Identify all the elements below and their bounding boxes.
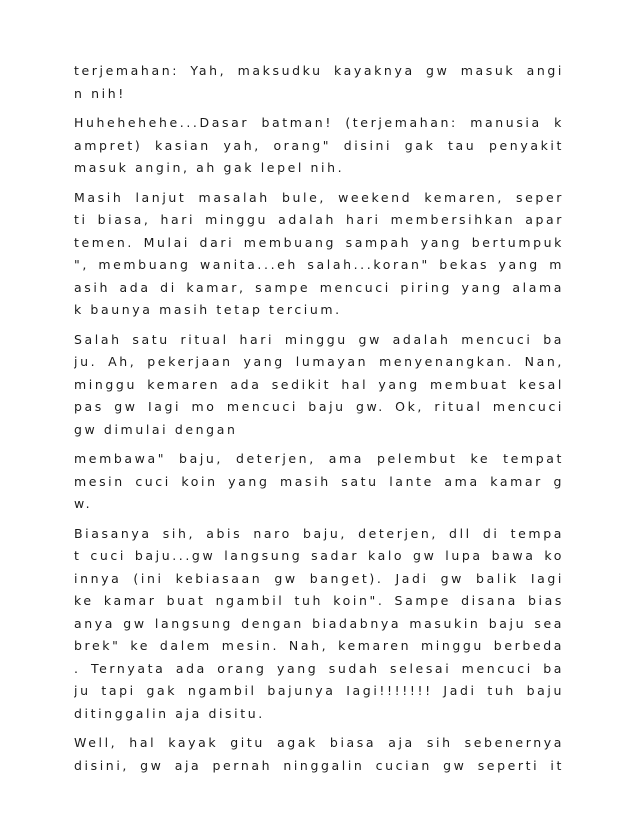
text-line: . Ternyata ada orang yang sudah selesai mencuci ba [74,660,564,676]
text-line: Biasanya sih, abis naro baju, deterjen, dll di tempa [74,525,564,541]
text-line: ju. Ah, pekerjaan yang lumayan menyenangkan. Nan, [74,354,564,369]
document-page [74,60,564,784]
text-line: asih ada di kamar, sampe mencuci piring yang alama [74,279,564,295]
paragraph-1 [74,60,564,105]
text-line: gw dimulai dengan [74,421,238,437]
text-line: n nih! [74,85,126,101]
text-line: masuk angin, ah gak lepel nih. [74,160,345,175]
text-line: pas gw Iagi mo mencuci baju gw. Ok, ritual mencuci [74,399,564,414]
text-line: membawa" baju, deterjen, ama pelembut ke tempat [74,451,564,466]
text-line: ju tapi gak ngambil bajunya Iagi!!!!!!! Jadi tuh baju [74,683,564,698]
text-line: mesin cuci koin yang masih satu lante ama kamar g [74,473,564,489]
paragraph-2 [74,112,564,180]
text-line: disini, gw aja pernah ninggalin cucian gw seperti it [74,757,564,773]
text-line: innya (ini kebiasaan gw banget). Jadi gw balik Iagi [74,570,564,586]
text-line: ti biasa, hari minggu adalah hari membersihkan apar [74,212,564,227]
text-line: Masih lanjut masalah bule, weekend kemaren, seper [74,189,564,205]
text-line: Well, hal kayak gitu agak biasa aja sih sebenernya [74,735,564,750]
text-line: w. [74,496,93,511]
text-line: Salah satu ritual hari minggu gw adalah mencuci ba [74,331,564,347]
text-line: k baunya masih tetap tercium. [74,302,342,317]
text-line: minggu kemaren ada sedikit hal yang membuat kesal [74,376,564,392]
paragraph-4 [74,329,564,442]
paragraph-3 [74,187,564,322]
text-line: temen. Mulai dari membuang sampah yang bertumpuk [74,234,564,250]
text-line: anya gw langsung dengan biadabnya masukin baju sea [74,615,564,631]
paragraph-5 [74,448,564,516]
text-line: terjemahan: Yah, maksudku kayaknya gw masuk angi [74,63,564,78]
text-line: Huhehehehe...Dasar batman! (terjemahan: manusia k [74,115,564,130]
text-line: t cuci baju...gw langsung sadar kalo gw lupa bawa ko [74,548,564,563]
paragraph-6 [74,523,564,726]
text-line: ampret) kasian yah, orang" disini gak tau penyakit [74,137,564,153]
paragraph-7 [74,732,564,777]
text-line: brek" ke dalem mesin. Nah, kemaren minggu berbeda [74,638,564,653]
text-line: ke kamar buat ngambil tuh koin". Sampe disana bias [74,593,564,608]
text-line: ", membuang wanita...eh salah...koran" bekas yang m [74,257,564,272]
text-line: ditinggalin aja disitu. [74,705,265,721]
